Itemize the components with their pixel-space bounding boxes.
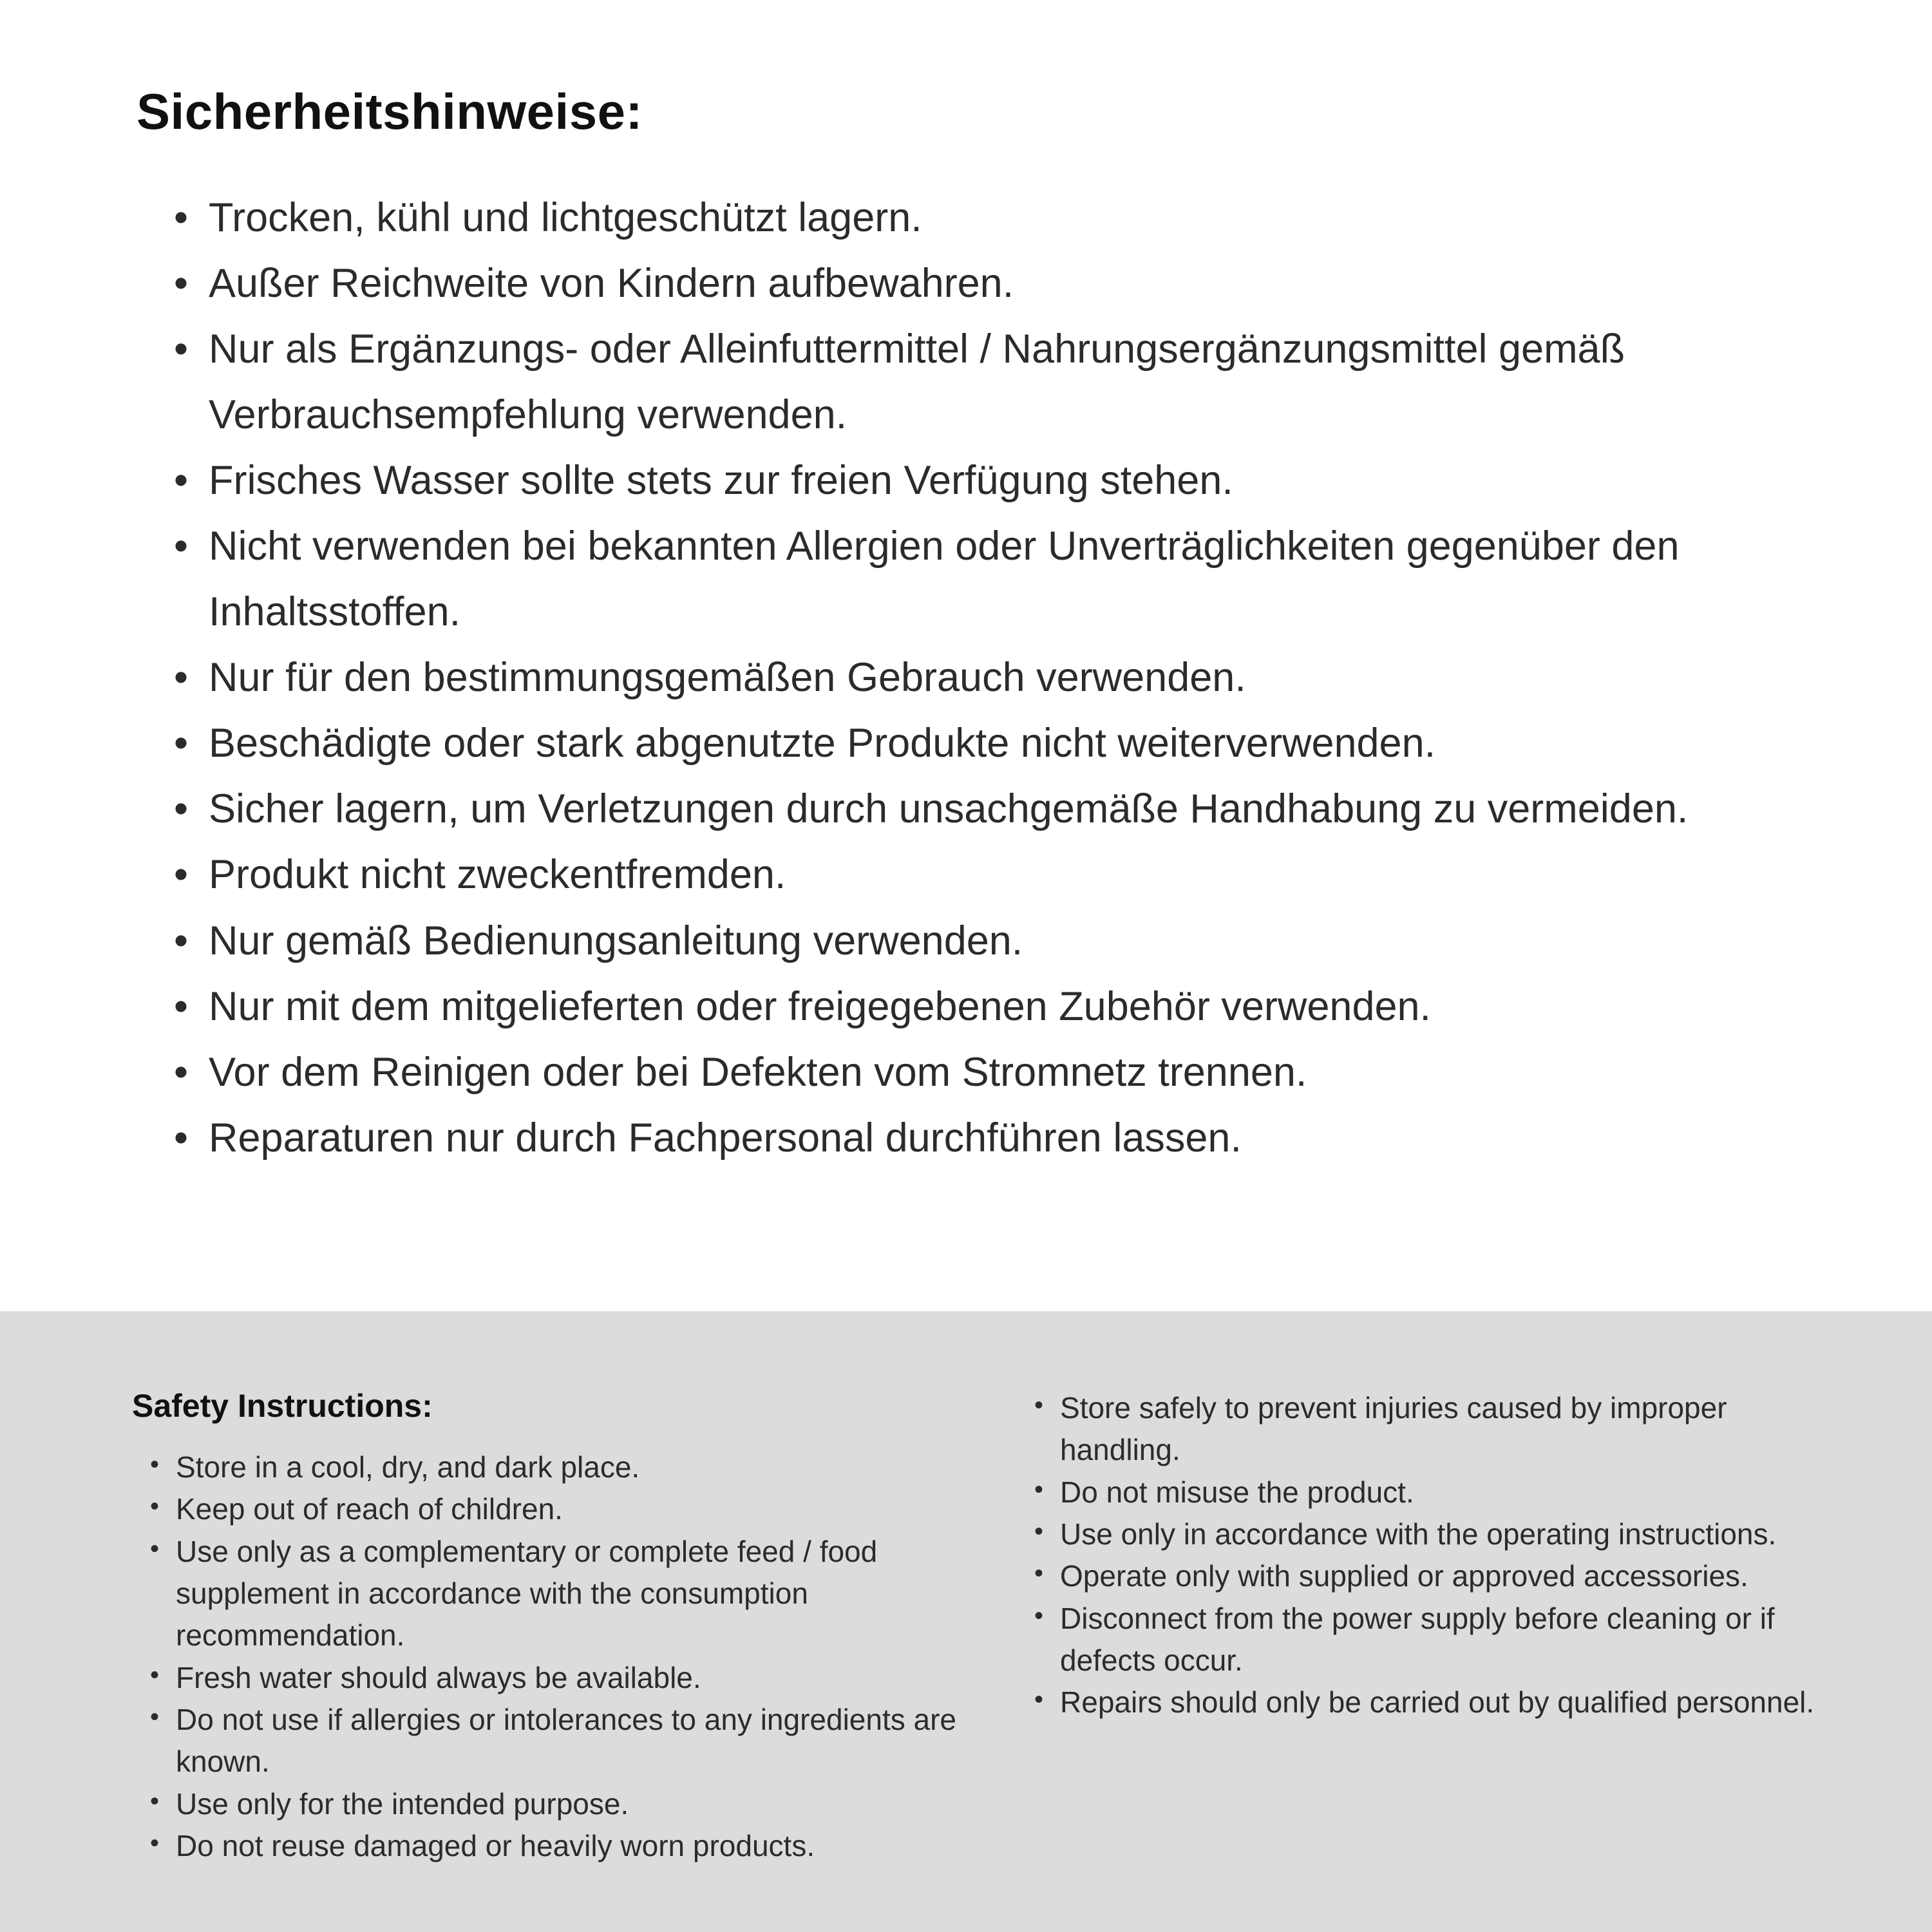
- list-item: • Außer Reichweite von Kindern aufbewahren.: [170, 251, 1816, 316]
- list-item: • Nicht verwenden bei bekannten Allergien oder Unverträglichkeiten gegenüber den Inhaltsstoffen.: [170, 513, 1816, 645]
- list-item: • Do not misuse the product.: [1032, 1472, 1842, 1513]
- list-item: • Sicher lagern, um Verletzungen durch unsachgemäße Handhabung zu vermeiden.: [170, 776, 1816, 842]
- list-item: • Use only for the intended purpose.: [147, 1783, 961, 1825]
- english-left-column: [132, 1387, 961, 1932]
- list-item: • Repairs should only be carried out by qualified personnel.: [1032, 1681, 1842, 1723]
- list-item: • Trocken, kühl und lichtgeschützt lagern.: [170, 185, 1816, 251]
- german-bullet-list: [137, 185, 1816, 1171]
- list-item: • Operate only with supplied or approved accessories.: [1032, 1555, 1842, 1597]
- list-item: • Vor dem Reinigen oder bei Defekten vom Stromnetz trennen.: [170, 1039, 1816, 1105]
- list-item: • Nur gemäß Bedienungsanleitung verwenden.: [170, 908, 1816, 974]
- list-item: • Use only in accordance with the operating instructions.: [1032, 1513, 1842, 1555]
- list-item: • Beschädigte oder stark abgenutzte Produkte nicht weiterverwenden.: [170, 710, 1816, 776]
- english-section-title: Safety Instructions:: [132, 1388, 433, 1424]
- list-item: • Store safely to prevent injuries caused by improper handling.: [1032, 1387, 1842, 1472]
- english-left-bullet-list: [132, 1446, 961, 1867]
- english-safety-section: [0, 1311, 1932, 1932]
- german-section-title: Sicherheitshinweise:: [137, 83, 643, 140]
- list-item: • Keep out of reach of children.: [147, 1488, 961, 1530]
- english-right-column: [1032, 1387, 1842, 1932]
- list-item: • Store in a cool, dry, and dark place.: [147, 1446, 961, 1488]
- english-right-bullet-list: [1032, 1387, 1842, 1724]
- list-item: • Fresh water should always be available.: [147, 1657, 961, 1699]
- list-item: • Produkt nicht zweckentfremden.: [170, 842, 1816, 907]
- list-item: • Disconnect from the power supply before cleaning or if defects occur.: [1032, 1598, 1842, 1682]
- list-item: • Do not use if allergies or intolerances to any ingredients are known.: [147, 1699, 961, 1783]
- list-item: • Reparaturen nur durch Fachpersonal durchführen lassen.: [170, 1105, 1816, 1171]
- list-item: • Nur mit dem mitgelieferten oder freigegebenen Zubehör verwenden.: [170, 974, 1816, 1039]
- list-item: • Nur als Ergänzungs- oder Alleinfuttermittel / Nahrungsergänzungsmittel gemäß Verbrauchsempfehlung verwenden.: [170, 316, 1816, 448]
- list-item: • Use only as a complementary or complete feed / food supplement in accordance with the consumption recommendation.: [147, 1531, 961, 1657]
- list-item: • Frisches Wasser sollte stets zur freien Verfügung stehen.: [170, 448, 1816, 513]
- list-item: • Nur für den bestimmungsgemäßen Gebrauch verwenden.: [170, 645, 1816, 710]
- list-item: • Do not reuse damaged or heavily worn products.: [147, 1825, 961, 1867]
